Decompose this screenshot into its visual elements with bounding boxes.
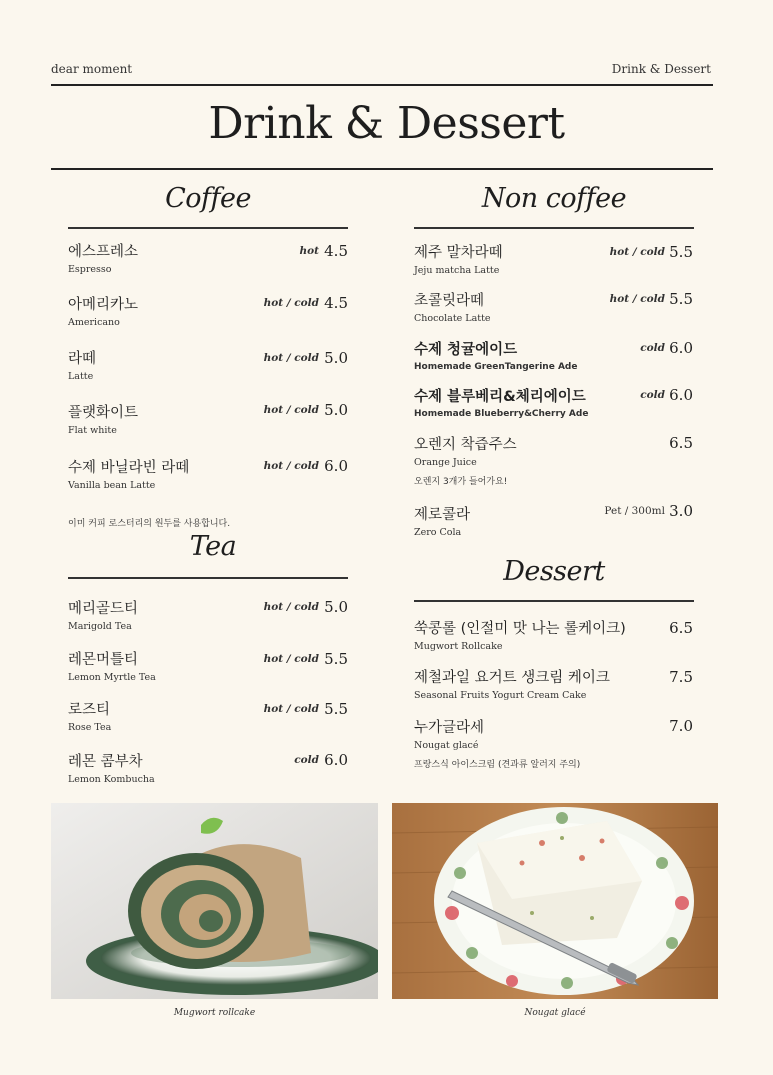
tea-rule — [68, 577, 348, 579]
menu-item-yogurt-cream-cake: 제철과일 요거트 생크림 케이크 Seasonal Fruits Yogurt Cream Cake — [414, 670, 610, 701]
non-coffee-rule — [414, 227, 694, 229]
menu-item-rose-tea: 로즈티 Rose Tea — [68, 702, 112, 733]
menu-item-mugwort-rollcake: 쑥콩롤 (인절미 맛 나는 롤케이크) Mugwort Rollcake — [414, 621, 626, 652]
top-rule — [51, 84, 713, 86]
item-price: 7.5 — [669, 668, 693, 686]
dessert-rule — [414, 600, 694, 602]
tea-title: Tea — [189, 531, 237, 562]
menu-item-marigold-tea: 메리골드티 Marigold Tea — [68, 601, 139, 632]
item-option: hot — [299, 245, 319, 257]
item-price: 6.0 — [324, 457, 348, 475]
menu-item-vanilla-latte: 수제 바닐라빈 라떼 Vanilla bean Latte — [68, 460, 190, 491]
item-price: 6.0 — [669, 339, 693, 357]
item-price: 6.0 — [324, 751, 348, 769]
header-right-label: Drink & Dessert — [611, 62, 711, 76]
menu-item-blueberry-cherry-ade: 수제 블루베리&체리에이드 Homemade Blueberry&Cherry Ade — [414, 389, 589, 419]
item-option: cold — [294, 754, 319, 766]
coffee-footnote: 이미 커피 로스터리의 원두를 사용합니다. — [68, 519, 231, 529]
item-option: Pet / 300ml — [604, 505, 665, 517]
coffee-rule — [68, 227, 348, 229]
menu-item-latte: 라떼 Latte — [68, 351, 97, 382]
rollcake-photo — [51, 803, 378, 999]
item-option: hot / cold — [609, 293, 665, 305]
item-price: 5.0 — [324, 349, 348, 367]
menu-item-nougat-glace: 누가글라세 Nougat glacé 프랑스식 아이스크림 (견과류 알러지 주의) — [414, 720, 581, 770]
dessert-title: Dessert — [503, 556, 605, 587]
item-price: 4.5 — [324, 242, 348, 260]
item-option: cold — [640, 389, 665, 401]
item-price: 5.5 — [669, 243, 693, 261]
nougat-glace-caption: Nougat glacé — [524, 1008, 586, 1018]
item-option: hot / cold — [263, 297, 319, 309]
item-price: 6.5 — [669, 434, 693, 452]
item-option: hot / cold — [263, 460, 319, 472]
menu-item-americano: 아메리카노 Americano — [68, 297, 139, 328]
non-coffee-title: Non coffee — [481, 183, 627, 214]
coffee-title: Coffee — [165, 183, 251, 214]
item-option: hot / cold — [263, 601, 319, 613]
menu-item-lemon-myrtle-tea: 레몬머틀티 Lemon Myrtle Tea — [68, 652, 156, 683]
rollcake-caption: Mugwort rollcake — [173, 1008, 256, 1018]
item-price: 5.0 — [324, 401, 348, 419]
menu-item-orange-juice: 오렌지 착즙주스 Orange Juice 오렌지 3개가 들어가요! — [414, 437, 517, 487]
item-option: hot / cold — [263, 703, 319, 715]
menu-item-matcha-latte: 제주 말차라떼 Jeju matcha Latte — [414, 245, 503, 276]
item-option: hot / cold — [263, 352, 319, 364]
title-rule — [51, 168, 713, 170]
item-price: 6.5 — [669, 619, 693, 637]
nougat-glace-photo — [392, 803, 718, 999]
brand-label: dear moment — [51, 62, 133, 76]
menu-item-green-tangerine-ade: 수제 청귤에이드 Homemade GreenTangerine Ade — [414, 342, 578, 372]
menu-item-lemon-kombucha: 레몬 콤부차 Lemon Kombucha — [68, 754, 155, 785]
item-price: 5.5 — [669, 290, 693, 308]
item-price: 7.0 — [669, 717, 693, 735]
menu-item-zero-cola: 제로콜라 Zero Cola — [414, 507, 471, 538]
item-option: hot / cold — [263, 404, 319, 416]
menu-item-espresso: 에스프레소 Espresso — [68, 244, 139, 275]
item-price: 3.0 — [669, 502, 693, 520]
item-price: 5.5 — [324, 650, 348, 668]
menu-item-chocolate-latte: 초콜릿라떼 Chocolate Latte — [414, 293, 491, 324]
item-price: 5.0 — [324, 598, 348, 616]
item-option: hot / cold — [263, 653, 319, 665]
page-title: Drink & Dessert — [208, 98, 565, 149]
item-option: hot / cold — [609, 246, 665, 258]
item-option: cold — [640, 342, 665, 354]
item-price: 4.5 — [324, 294, 348, 312]
item-price: 6.0 — [669, 386, 693, 404]
menu-item-flat-white: 플랫화이트 Flat white — [68, 405, 139, 436]
item-price: 5.5 — [324, 700, 348, 718]
